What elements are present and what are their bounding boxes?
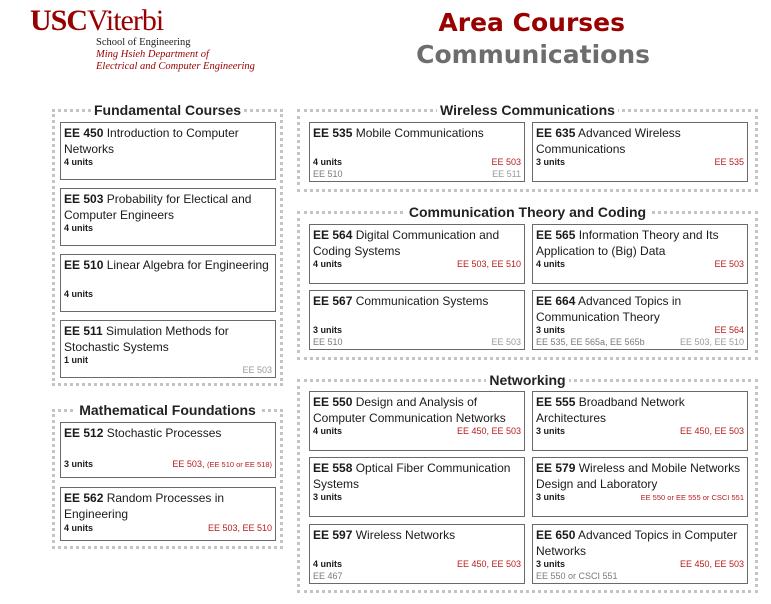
course-card — [60, 320, 276, 378]
section-title: Wireless Communications — [300, 101, 755, 120]
course-title — [64, 191, 272, 223]
course-name: Digital Communication and Coding Systems — [313, 228, 500, 258]
course-code: EE 558 — [313, 461, 353, 475]
logo-usc: USC — [30, 4, 88, 37]
course-card — [309, 122, 525, 182]
course-prerequisites: EE 564 — [714, 325, 744, 335]
course-code: EE 565 — [536, 228, 576, 242]
course-title — [64, 490, 272, 522]
section-title: Networking — [300, 371, 755, 390]
course-card — [309, 457, 525, 517]
course-prerequisites: EE 450, EE 503 — [679, 426, 744, 436]
course-corequisite: EE 550 or CSCI 551 — [536, 571, 618, 581]
course-title — [64, 257, 272, 273]
course-units: 3 units — [313, 492, 343, 502]
course-name: Probability for Electical and Computer Engineers — [64, 192, 252, 222]
course-units: 3 units — [536, 492, 566, 502]
course-card — [60, 487, 276, 541]
course-corequisite: EE 467 — [313, 571, 343, 581]
course-title — [64, 323, 272, 355]
course-code: EE 450 — [64, 126, 104, 140]
course-corequisite: EE 503, EE 510 — [679, 337, 744, 347]
course-title — [536, 527, 744, 559]
course-title — [536, 394, 744, 426]
course-units: 3 units — [536, 426, 566, 436]
department-line-1: Ming Hsieh Department of — [96, 49, 209, 60]
section-mathematical-foundations — [52, 402, 283, 549]
course-name: Mobile Communications — [355, 126, 484, 140]
course-name: Communication Systems — [355, 294, 489, 308]
course-prerequisites: EE 503 — [714, 259, 744, 269]
section-fundamental-courses — [52, 102, 283, 386]
course-card — [532, 524, 748, 584]
course-code: EE 564 — [313, 228, 353, 242]
course-name: Optical Fiber Communication Systems — [313, 461, 511, 491]
course-prerequisites: EE 503 — [491, 157, 521, 167]
course-name: Random Processes in Engineering — [64, 491, 225, 521]
school-name: School of Engineering — [96, 37, 191, 48]
course-code: EE 567 — [313, 294, 353, 308]
course-title — [536, 227, 744, 259]
course-title — [313, 527, 521, 543]
course-units: 3 units — [536, 325, 566, 335]
course-corequisite: EE 535, EE 565a, EE 565b — [536, 337, 645, 347]
course-code: EE 550 — [313, 395, 353, 409]
course-prerequisites: EE 503, EE 510 — [456, 259, 521, 269]
course-name: Advanced Wireless Communications — [536, 126, 681, 156]
course-name: Introduction to Computer Networks — [64, 126, 239, 156]
course-code: EE 664 — [536, 294, 576, 308]
course-title — [313, 460, 521, 492]
course-card — [309, 290, 525, 350]
logo-viterbi: Viterbi — [87, 4, 164, 37]
course-corequisite: EE 510 — [313, 169, 343, 179]
section-title: Communication Theory and Coding — [300, 203, 755, 222]
course-corequisite: EE 510 — [313, 337, 343, 347]
course-title — [313, 125, 521, 141]
course-card — [532, 122, 748, 182]
course-title — [64, 125, 272, 157]
course-card — [309, 391, 525, 451]
course-units: 4 units — [64, 289, 94, 299]
course-code: EE 555 — [536, 395, 576, 409]
course-code: EE 579 — [536, 461, 576, 475]
course-prerequisites: EE 450, EE 503 — [679, 559, 744, 569]
course-code: EE 650 — [536, 528, 576, 542]
course-code: EE 535 — [313, 126, 353, 140]
course-prerequisites: EE 450, EE 503 — [456, 559, 521, 569]
course-name: Information Theory and Its Application to (Big) Data — [536, 228, 719, 258]
section-wireless-communications — [297, 102, 758, 192]
course-prerequisites: EE 450, EE 503 — [456, 426, 521, 436]
course-code: EE 597 — [313, 528, 353, 542]
course-name: Wireless and Mobile Networks Design and Laboratory — [536, 461, 741, 491]
section-networking — [297, 372, 758, 593]
course-prerequisites: EE 550 or EE 555 or CSCI 551 — [640, 493, 744, 502]
course-card — [60, 254, 276, 312]
course-prerequisites: EE 503, EE 510 — [207, 523, 272, 533]
course-prerequisites: EE 535 — [714, 157, 744, 167]
course-title — [313, 394, 521, 426]
course-code: EE 512 — [64, 426, 104, 440]
course-card — [532, 224, 748, 284]
course-card — [532, 290, 748, 350]
course-name: Wireless Networks — [355, 528, 456, 542]
course-code: EE 511 — [64, 324, 103, 338]
course-code: EE 510 — [64, 258, 104, 272]
course-title — [536, 125, 744, 157]
course-units: 4 units — [64, 523, 94, 533]
course-name: Advanced Topics in Computer Networks — [536, 528, 738, 558]
course-name: Broadband Network Architectures — [536, 395, 685, 425]
course-units: 4 units — [313, 559, 343, 569]
course-card — [60, 422, 276, 478]
course-name: Linear Algebra for Engineering — [106, 258, 269, 272]
course-corequisite: EE 503 — [491, 337, 521, 347]
department-line-2: Electrical and Computer Engineering — [96, 61, 255, 72]
usc-viterbi-logo — [30, 4, 255, 72]
course-code: EE 562 — [64, 491, 104, 505]
course-units: 4 units — [64, 157, 94, 167]
course-card — [532, 457, 748, 517]
course-corequisite: EE 503 — [242, 365, 272, 375]
section-communication-theory-coding — [297, 204, 758, 360]
course-units: 4 units — [313, 426, 343, 436]
course-name: Simulation Methods for Stochastic Systems — [64, 324, 229, 354]
course-name: Advanced Topics in Communication Theory — [536, 294, 682, 324]
course-code: EE 635 — [536, 126, 576, 140]
page-title: Area Courses — [438, 8, 625, 37]
course-units: 3 units — [313, 325, 343, 335]
course-title — [313, 293, 521, 309]
section-title: Mathematical Foundations — [55, 401, 280, 420]
course-name: Stochastic Processes — [106, 426, 222, 440]
course-units: 3 units — [64, 459, 94, 469]
course-title — [536, 293, 744, 325]
course-card — [309, 224, 525, 284]
course-card — [532, 391, 748, 451]
section-title: Fundamental Courses — [55, 101, 280, 120]
course-card — [309, 524, 525, 584]
course-title — [313, 227, 521, 259]
course-name: Design and Analysis of Computer Communication Networks — [313, 395, 506, 425]
page-subtitle: Communications — [416, 40, 650, 69]
course-units: 3 units — [536, 559, 566, 569]
course-title — [536, 460, 744, 492]
course-units: 1 unit — [64, 355, 88, 365]
course-units: 4 units — [313, 157, 343, 167]
course-units: 3 units — [536, 157, 566, 167]
course-units: 4 units — [313, 259, 343, 269]
course-card — [60, 188, 276, 246]
course-corequisite: EE 511 — [492, 169, 521, 179]
course-card — [60, 122, 276, 180]
course-title — [64, 425, 272, 441]
course-units: 4 units — [536, 259, 566, 269]
course-units: 4 units — [64, 223, 94, 233]
course-code: EE 503 — [64, 192, 104, 206]
course-prerequisites: EE 503, (EE 510 or EE 518) — [172, 459, 272, 469]
